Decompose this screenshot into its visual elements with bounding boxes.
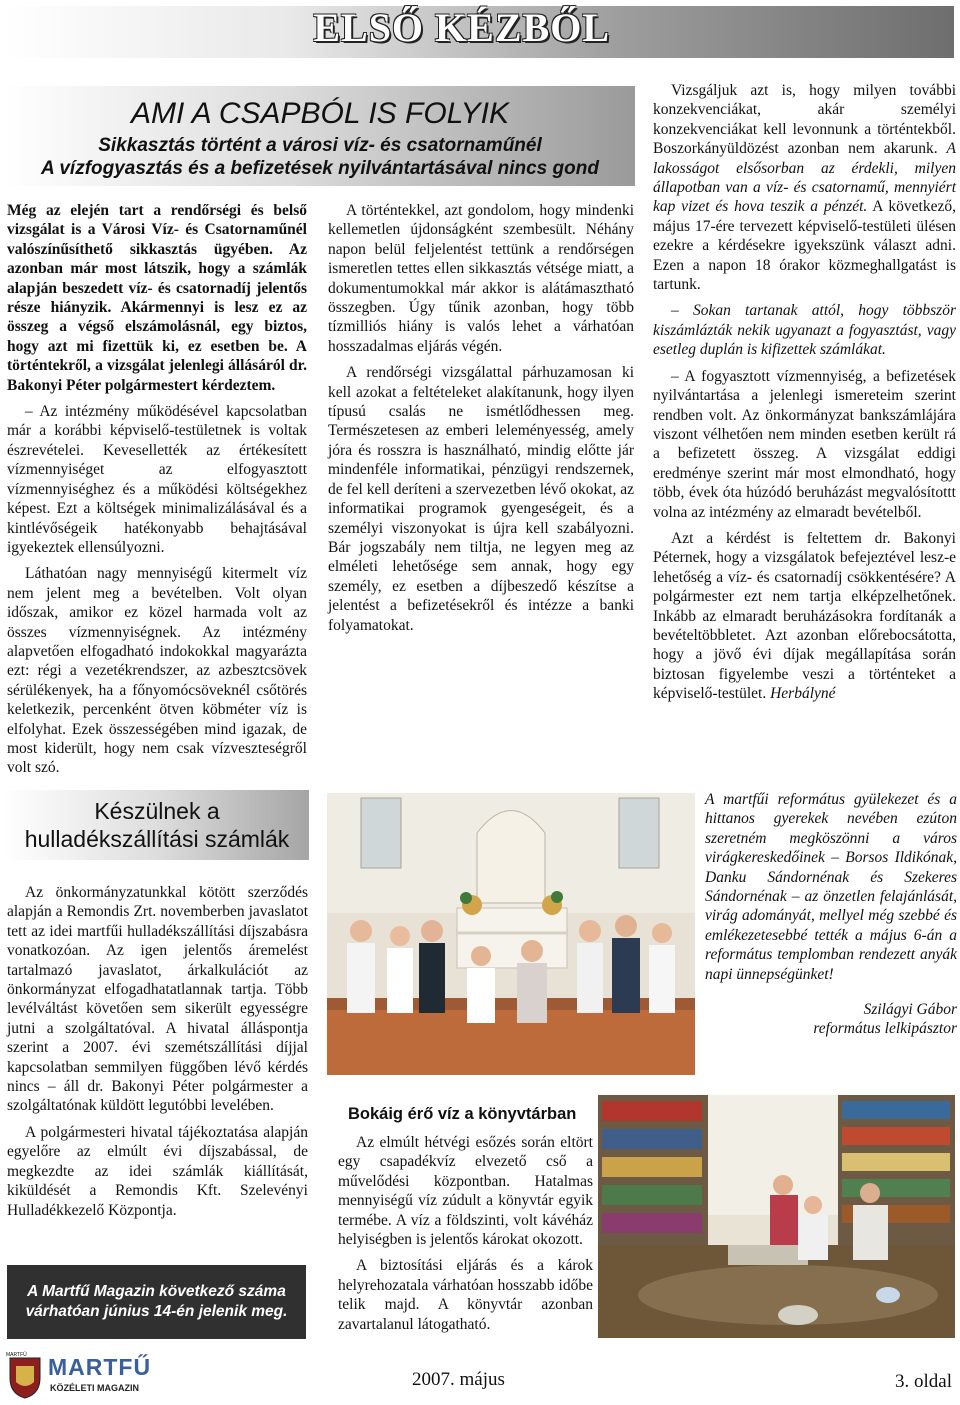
article-subtitle-1: Sikkasztás történt a városi víz- és csatornaműnél — [98, 135, 542, 156]
article-paragraph: Vizsgáljuk azt is, hogy milyen további konzekvenciákat, akár személyi konzekvenciákat kell levonnunk a történtekből. Boszorkányüldözést azonban nem akarunk. A lakosságot elsősorban az érdekli, milyen állapotban van a víz- és csatornamű, mennyiért kap vizet és hova teszik a pénzét. A következő, május 17-ére tervezett képviselő-testületi ülésen ezekre a kérdésekre igyekszünk választ adni. Ezen a napon 18 órakor közmeghallgatást is tartunk. — [653, 82, 956, 294]
article-paragraph: A történtekkel, azt gondolom, hogy mindenki kellemetlen újdonságként szembesült. Néhány napon belül feljelentést tettünk a rendőrségen ismeretlen tettes ellen sikkasztás vétsége miatt, a dokumentumokkal már akkor is alátámasztható összegben. Úgy tűnik azonban, hogy több tízmilliós hiány is valós lehet a várhatóan hosszadalmas eljárás végén. — [328, 202, 634, 355]
article-lead: Még az elején tart a rendőrségi és belső vizsgálat is a Városi Víz- és Csatornaműnél valószínűsíthető sikkasztás ügyében. Az azonban már most látszik, hogy a számlák alapján beszedett víz- és csatornadíj jelentős része hiányzik. Akármennyi is lesz ez az összeg a végső elszámolásnál, egy biztos, hogy azt mi fizettük ki, ez esetben be. A történtekről, a vizsgálat jelenlegi állásáról dr. Bakonyi Péter polgármestert kérdeztem. — [7, 202, 307, 394]
waste-paragraph: Az önkormányzatunkkal kötött szerződés alapján a Remondis Zrt. novemberben javaslatot tett az idei martfűi hulladékszállítási díjszabásra vonatkozóan. Az igen jelentős áremelést tartalmazó javaslatot, árkalkulációt az önkormányzat elfogadhatatlannak tartja. Több levélváltást követően sem sikerült egyességre jutni a szolgáltatóval. A hivatal álláspontja szerint a 2007. évi szemétszállítási díjjal kapcsolatban semmilyen függőben lévő kérdés nincs – áll dr. Bakonyi Péter polgármester a szolgáltatónak küldött legutóbbi levelében. — [7, 884, 308, 1115]
article-paragraph: – Az intézmény működésével kapcsolatban már a korábbi képviselő-testületnek is voltak észrevételei. Kevesellették az értékesített vízmennyiséget az elfogyasztott vízmennyiséghez és a működési költségekhez képest. Ezt a költségek minimalizálásával és a kintlévőségeik hatékonyabb behajtásával igyekeztek ellensúlyozni. — [7, 403, 307, 556]
article-question: – Sokan tartanak attól, hogy többször kiszámlázták nekik ugyanazt a fogyasztást, vagy esetleg duplán is kifizettek számlákat. — [653, 302, 956, 359]
thanks-note: A martfűi református gyülekezet és a hittanos gyerekek nevében ezúton szeretném megköszönni a város virágkereskedőinek – Borsos Ildikónak, Danku Sándornénak és Szekeres Sándornénak – az önzetlen felajánlását, virág adományát, mellyel még szebbé és emlékezetesebbé tették a május 6-án a református templomban rendezett anyák napi ünnepségünket! — [705, 791, 957, 983]
logo-top-text: MARTFŰ — [6, 1352, 27, 1358]
signature-name: Szilágyi Gábor — [863, 1001, 957, 1018]
next-issue-notice: A Martfű Magazin következő száma várhatóan június 14-én jelenik meg. — [7, 1265, 306, 1339]
article-paragraph: A rendőrségi vizsgálattal párhuzamosan ki kell azokat a feltételeket alakítanunk, hogy ilyen típusú csalás ne ismétlődhessen meg. Természetesen az emberi leleményesség, amely jóra és rosszra is használható, mindig előtte jár mindenféle informatikai, pénzügyi rendszernek, de fel kell deríteni a szervezetben lévő okokat, az informatikai programok gyengeségeit, és a személyi viszonyokat is újra kell szabályozni. Bár jogszabály nem tiltja, ne legyen meg az elméleti lehetősége sem annak, hogy egy személy, ez esetben a díjbeszedő készítse a jelentést a befizetésekről és intézze a banki folyamatokat. — [328, 364, 634, 634]
section-title: ELSŐ KÉZBŐL — [313, 5, 610, 50]
library-paragraph: Az elmúlt hétvégi esőzés során eltört egy csapadékvíz elvezető cső a művelődési központban. Hatalmas mennyiségű víz zúdult a könyvtár egyik termébe. A víz a földszinti, volt kávéház helyiségben is jelentős károkat okozott. — [338, 1134, 593, 1249]
logo-name: MARTFŰ — [48, 1354, 152, 1380]
church-celebration-photo — [327, 793, 695, 1075]
article-column-2 — [328, 201, 634, 635]
page-number: 3. oldal — [895, 1371, 952, 1392]
library-paragraph: A biztosítási eljárás és a károk helyrehozatala várhatóan hosszabb időbe telik majd. A könyvtár azonban zavartalanul látogatható. — [338, 1257, 593, 1333]
signature-role: református lelkipásztor — [813, 1020, 957, 1038]
waste-paragraph: A polgármesteri hivatal tájékoztatása alapján egyelőre az elmúlt évi díjszabással, de megkezdte az idei számlák kiállítását, kiküldését a Remondis Kft. Szelevényi Hulladékkezelő Központja. — [7, 1123, 308, 1219]
article-paragraph: Láthatóan nagy mennyiségű kitermelt víz nem jelent meg a bevételben. Volt olyan időszak, amikor ez közel harmada volt az összes vízmennyiségnek. Az intézmény alapvetően elfogadható indokokkal magyarázta ezt: régi a vezetékrendszer, az azbesztcsövek sérülékenyek, ha a főnyomócsöveknél csőtörés keletkezik, percenként ötven köbméter víz is elfolyhat. Ezek összességében mind igazak, de most kiderült, hogy nem csak vízveszteségről volt szó. — [7, 565, 307, 777]
article-author: Herbályné — [770, 685, 836, 703]
library-body — [338, 1133, 593, 1334]
issue-date: 2007. május — [412, 1369, 505, 1390]
article-column-1 — [7, 201, 307, 778]
article-column-3 — [653, 81, 956, 704]
article-paragraph: – A fogyasztott vízmennyiség, a befizetések nyilvántartása a jelenlegi ismereteim szerint rendben volt. Az önkormányzat bankszámlájára viszont vélhetően nem minden esetben került rá a befizetett összeg. A vizsgálat eddigi eredménye szerint már most elmondható, hogy több, évek óta húzódó beruházást megvalósítottt volna az intézmény az elmaradt bevételből. — [653, 367, 956, 521]
article-title: AMI A CSAPBÓL IS FOLYIK — [131, 97, 509, 130]
library-title: Bokáig érő víz a könyvtárban — [348, 1105, 577, 1123]
logo-subtitle: KÖZÉLETI MAGAZIN — [50, 1383, 139, 1393]
waste-title: Készülnek a hulladékszállítási számlák — [24, 798, 290, 852]
article-subtitle-2: A vízfogyasztás és a befizetések nyilvántartásával nincs gond — [41, 158, 599, 179]
waste-body — [7, 883, 308, 1220]
thanks-signature — [705, 1000, 957, 1039]
martfu-magazine-logo — [6, 1352, 166, 1400]
flooded-library-photo — [598, 1095, 955, 1338]
article-paragraph: Azt a kérdést is feltettem dr. Bakonyi Péternek, hogy a vizsgálatok befejeztével lesz-e lehetőség a víz- és csatornadíj csökkentésére? A polgármester ezt nem tartja elképzelhetőnek. Inkább az elmaradt beruházásokra fordítanák a bevételtöbbletet. Azt azonban előrebocsátotta, hogy a jövő évi díjak megállapítása során biztosan figyelembe veszi a történteket a képviselő-testület. Herbályné — [653, 529, 956, 703]
crest-icon — [10, 1358, 40, 1398]
